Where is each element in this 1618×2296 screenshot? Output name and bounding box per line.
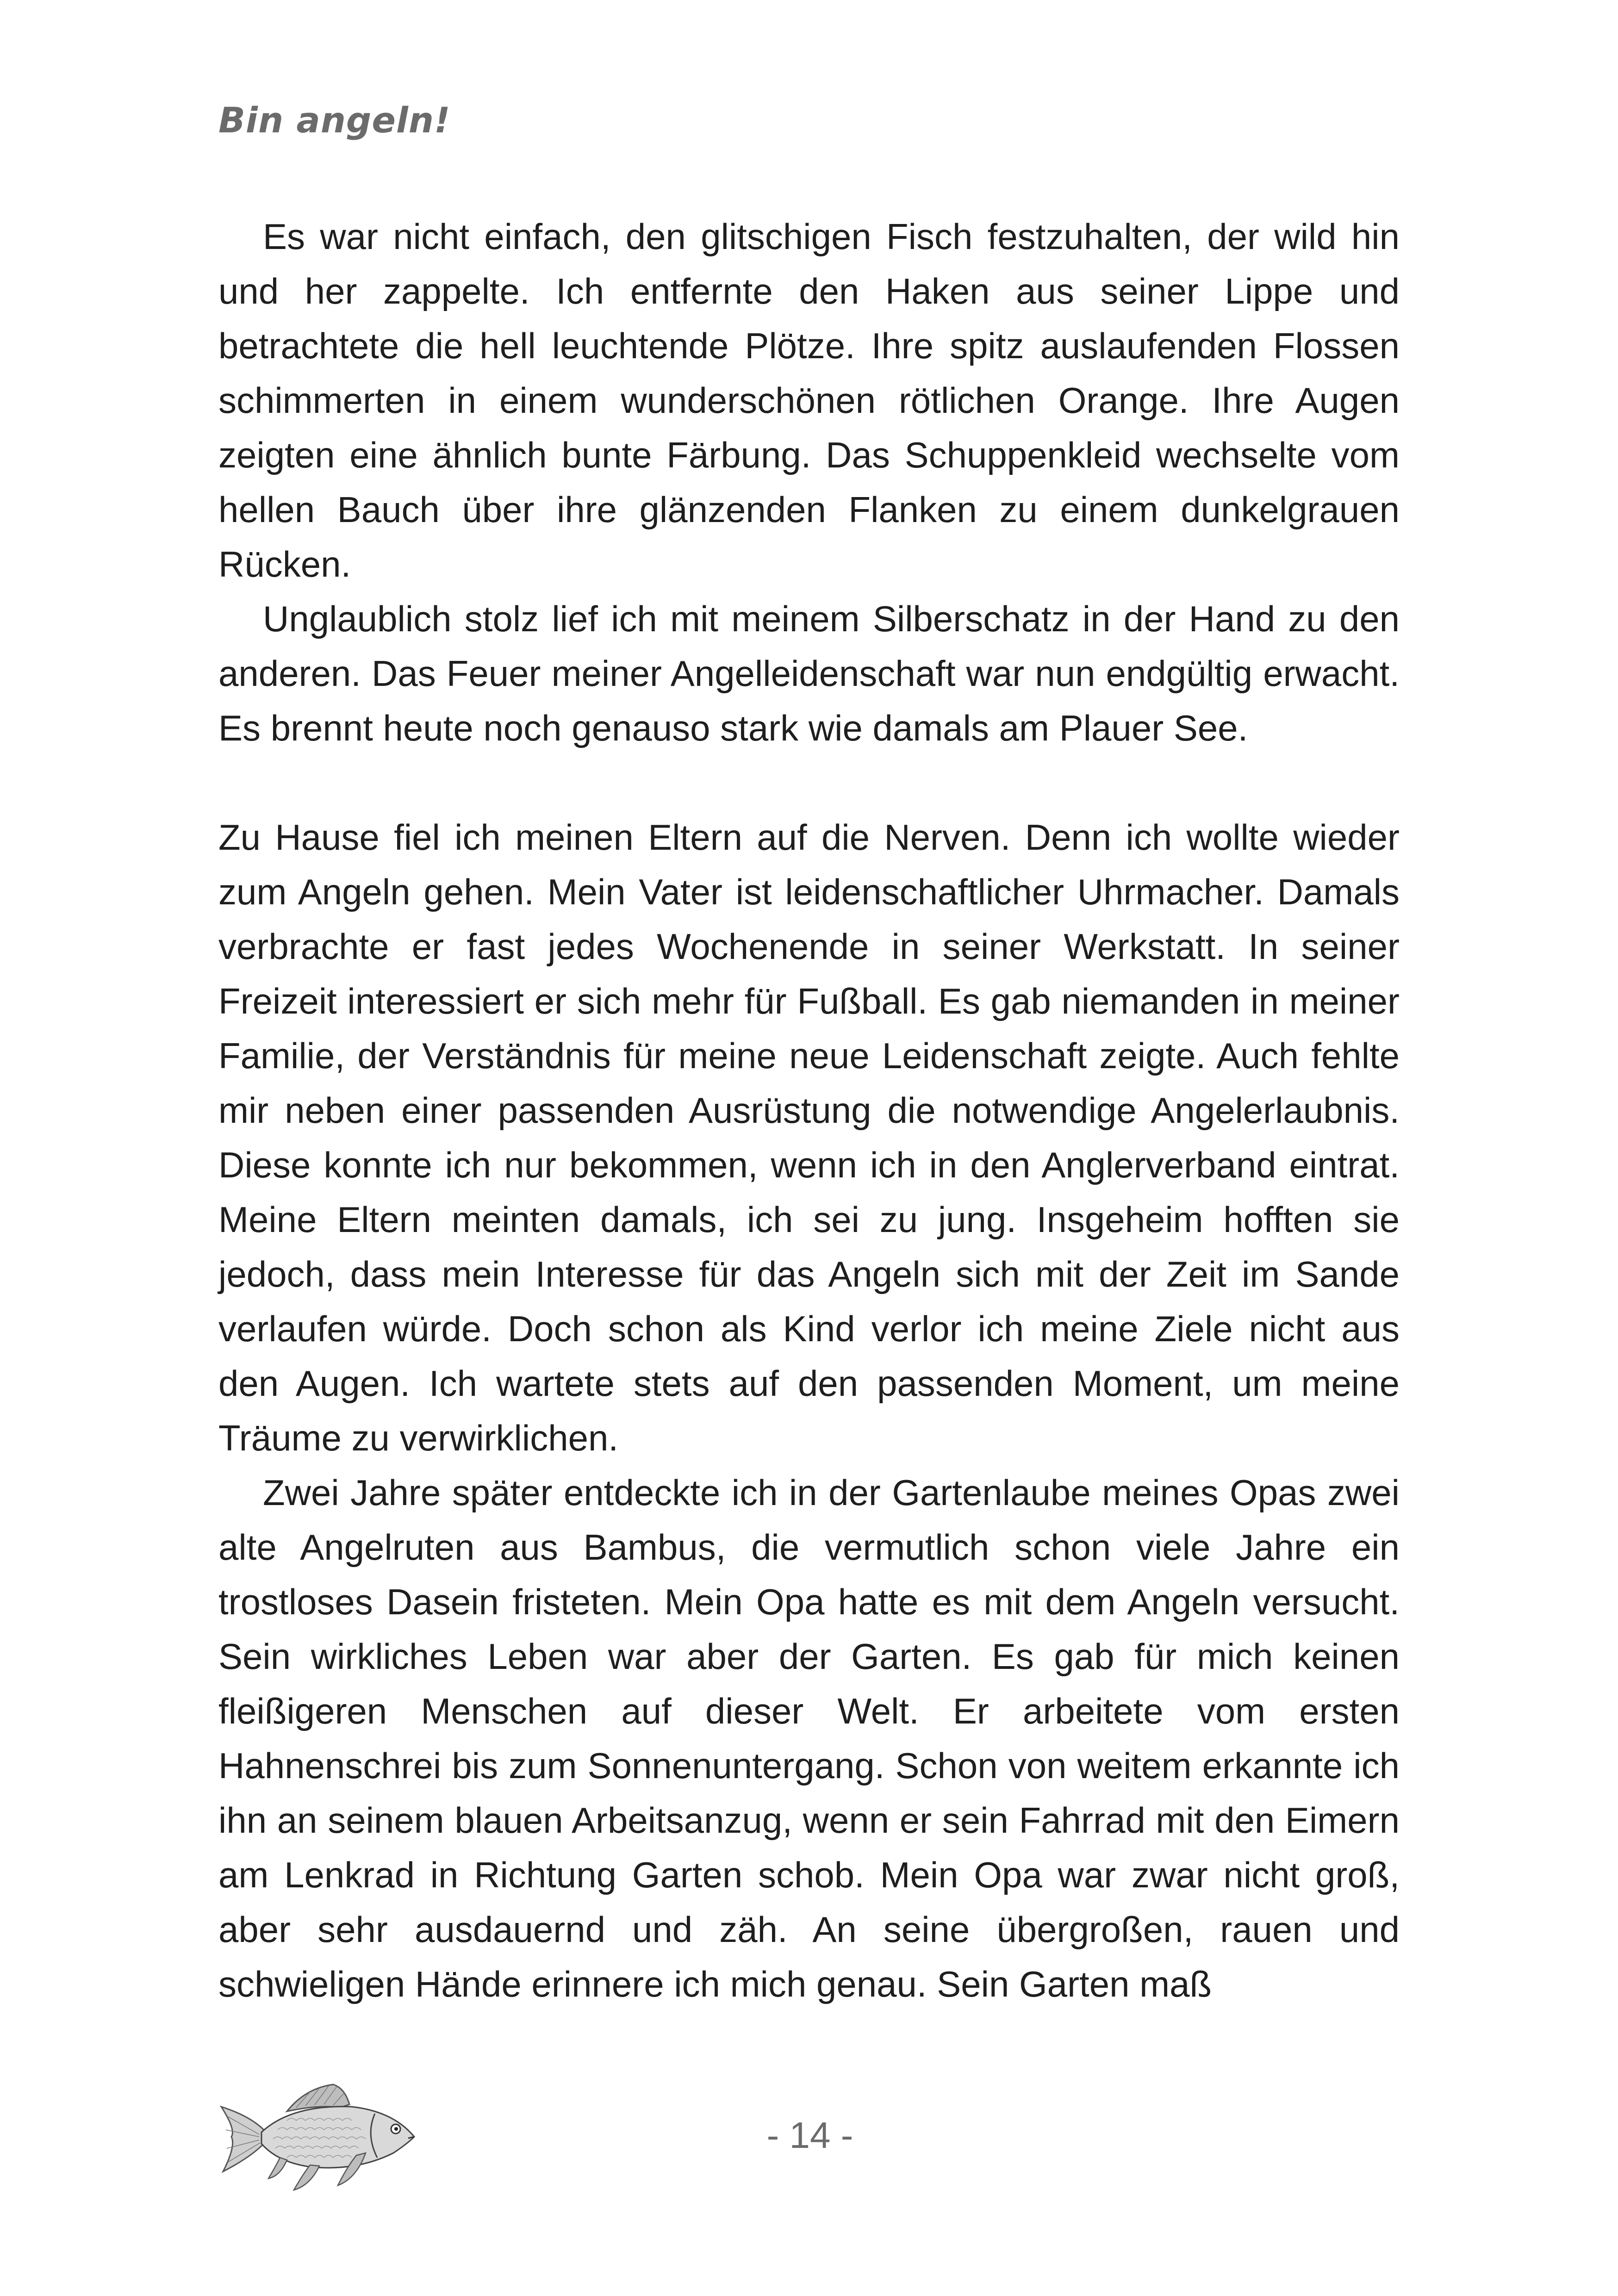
fish-illustration <box>218 2079 421 2195</box>
running-header-title: Bin angeln! <box>218 100 451 141</box>
paragraph-1: Es war nicht einfach, den glitschigen Fisch festzuhalten, der wild hin und her zappelte. Ich entfernte den Haken aus seiner Lippe und betrachtete die hell leuchtende Plötze. Ihre spitz auslaufenden Flossen schimmerten in einem wunderschönen rötlichen Orange. Ihre Augen zeigten eine ähnlich bunte Färbung. Das Schuppenkleid wechselte vom hellen Bauch über ihre glänzenden Flanken zu einem dunkelgrauen Rücken. <box>218 216 1400 585</box>
fish-anal-fin <box>268 2158 287 2178</box>
paragraph-2: Unglaublich stolz lief ich mit meinem Silberschatz in der Hand zu den anderen. Das Feuer meiner Angelleidenschaft war nun endgültig erwacht. Es brennt heute noch genauso stark wie damals am Plauer See. <box>218 598 1400 748</box>
page-number: - 14 - <box>766 2115 853 2156</box>
body-text <box>218 209 1400 2011</box>
paragraph-4: Zwei Jahre später entdeckte ich in der Gartenlaube meines Opas zwei alte Angelruten aus Bambus, die vermutlich schon viele Jahre ein trostloses Dasein fristeten. Mein Opa hatte es mit dem Angeln versucht. Sein wirkliches Leben war aber der Garten. Es gab für mich keinen fleißigeren Menschen auf dieser Welt. Er arbeitete vom ersten Hahnenschrei bis zum Sonnenuntergang. Schon von weitem erkannte ich ihn an seinem blauen Arbeitsanzug, wenn er sein Fahrrad mit den Eimern am Lenkrad in Richtung Garten schob. Mein Opa war zwar nicht groß, aber sehr ausdauernd und zäh. An seine übergroßen, rauen und schwieligen Hände erinnere ich mich genau. Sein Garten maß <box>218 1472 1400 2004</box>
paragraph-3: Zu Hause fiel ich meinen Eltern auf die Nerven. Denn ich wollte wieder zum Angeln gehen. Mein Vater ist leidenschaftlicher Uhrmacher. Damals verbrachte er fast jedes Wochenende in seiner Werkstatt. In seiner Freizeit interessiert er sich mehr für Fußball. Es gab niemanden in meiner Familie, der Verständnis für meine neue Leidenschaft zeigte. Auch fehlte mir neben einer passenden Ausrüstung die notwendige Angelerlaubnis. Diese konnte ich nur bekommen, wenn ich in den Anglerverband eintrat. Meine Eltern meinten damals, ich sei zu jung. Insgeheim hofften sie jedoch, dass mein Interesse für das Angeln sich mit der Zeit im Sande verlaufen würde. Doch schon als Kind verlor ich meine Ziele nicht aus den Augen. Ich wartete stets auf den passenden Moment, um meine Träume zu verwirklichen. <box>218 817 1400 1458</box>
fish-pelvic-fin <box>294 2165 319 2190</box>
